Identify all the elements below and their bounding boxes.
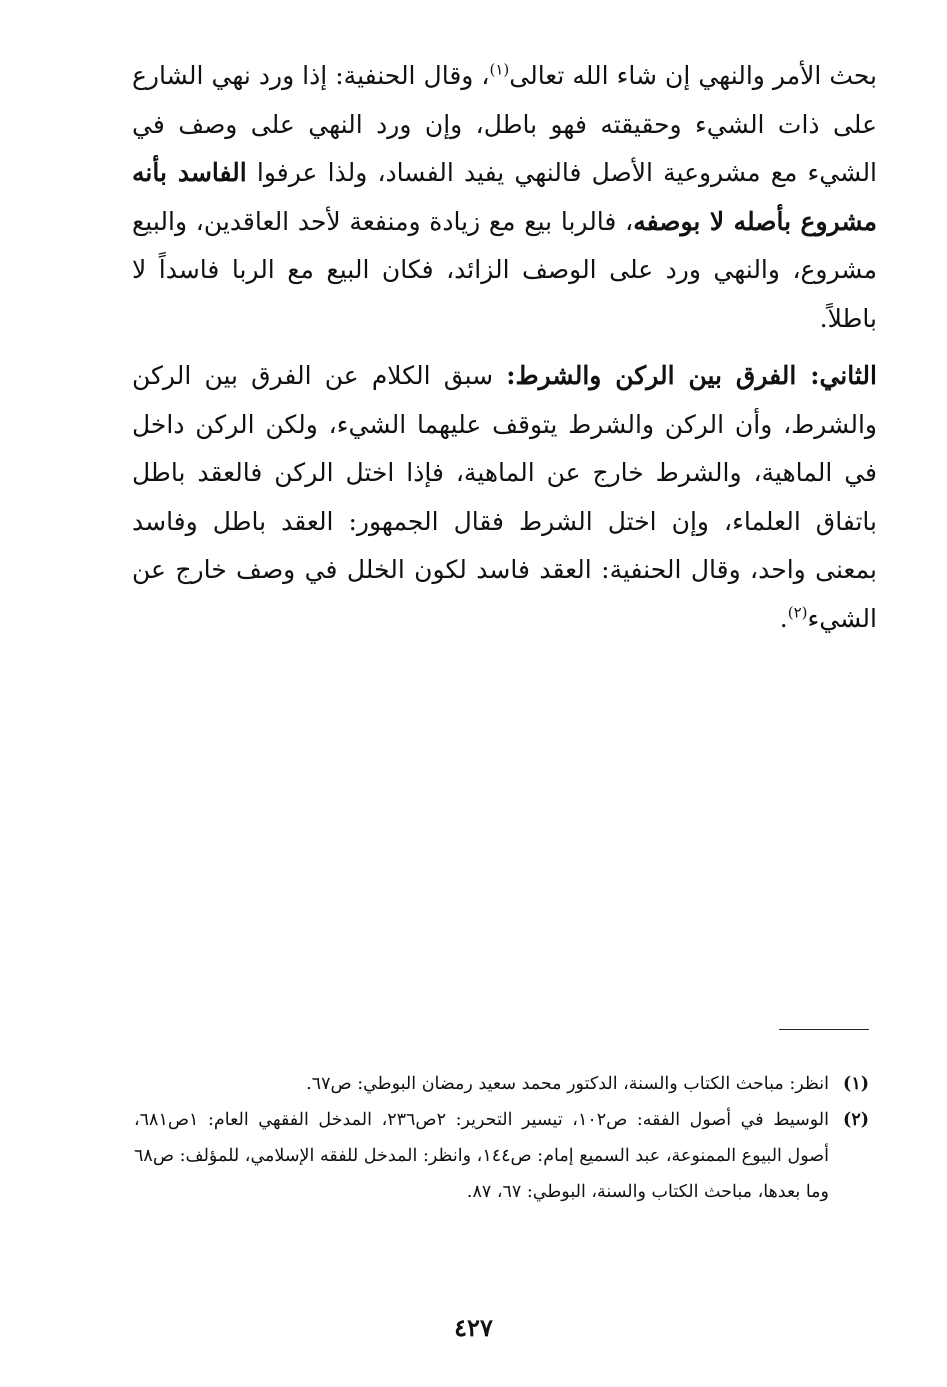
paragraph-2-part-2: . bbox=[779, 603, 788, 633]
footnote-1 bbox=[134, 1066, 869, 1102]
paragraph-2-part-1: سبق الكلام عن الفرق بين الركن والشرط، وأن الركن والشرط يتوقف عليهما الشيء، ولكن الركن داخل في الماهية، والشرط خارج عن الماهية، فإذا اختل الركن فالعقد باطل باتفاق العلماء، وإن اختل الشرط فقال الجمهور: العقد باطل وفاسد بمعنى واحد، وقال الحنفية: العقد فاسد لكون الخلل في وصف خارج عن الشيء bbox=[132, 361, 877, 633]
paragraph-1-part-3: ، فالربا بيع مع زيادة ومنفعة لأحد العاقدين، والبيع مشروع، والنهي ورد على الوصف الزائد، فكان البيع مع الربا فاسداً لا باطلاً. bbox=[132, 206, 877, 333]
footnote-2-text: الوسيط في أصول الفقه: ص١٠٢، تيسير التحرير: ٢ص٢٣٦، المدخل الفقهي العام: ١ص٦٨١، أصول البيوع الممنوعة، عبد السميع إمام: ص١٤٤، وانظر: المدخل للفقه الإسلامي، للمؤلف: ص٦٨ وما بعدها، مباحث الكتاب والسنة، البوطي: ٦٧، ٨٧. bbox=[134, 1110, 830, 1202]
paragraph-1-part-1: بحث الأمر والنهي إن شاء الله تعالى bbox=[509, 61, 877, 90]
footnote-1-text: انظر: مباحث الكتاب والسنة، الدكتور محمد سعيد رمضان البوطي: ص٦٧. bbox=[306, 1074, 829, 1094]
footnote-2-number: (٢) bbox=[843, 1110, 869, 1130]
footnote-2 bbox=[134, 1102, 869, 1210]
paragraph-1 bbox=[132, 52, 877, 343]
footnote-ref-1: (١) bbox=[489, 60, 510, 79]
footnote-separator bbox=[779, 1029, 869, 1030]
paragraph-2-heading: الثاني: الفرق بين الركن والشرط: bbox=[506, 361, 877, 390]
footnotes bbox=[134, 1066, 869, 1210]
paragraph-1-bold-definition: الفاسد بأنه مشروع بأصله لا بوصفه bbox=[132, 158, 878, 236]
footnote-1-number: (١) bbox=[843, 1074, 869, 1094]
page-number: ٤٢٧ bbox=[454, 1313, 493, 1342]
main-text bbox=[132, 52, 877, 643]
paragraph-1-part-2: ، وقال الحنفية: إذا ورد نهي الشارع على ذات الشيء وحقيقته فهو باطل، وإن ورد النهي على وصف في الشيء مع مشروعية الأصل فالنهي يفيد الفساد، ولذا عرفوا bbox=[132, 61, 878, 187]
paragraph-2 bbox=[132, 352, 877, 643]
footnote-ref-2: (٢) bbox=[787, 603, 808, 622]
